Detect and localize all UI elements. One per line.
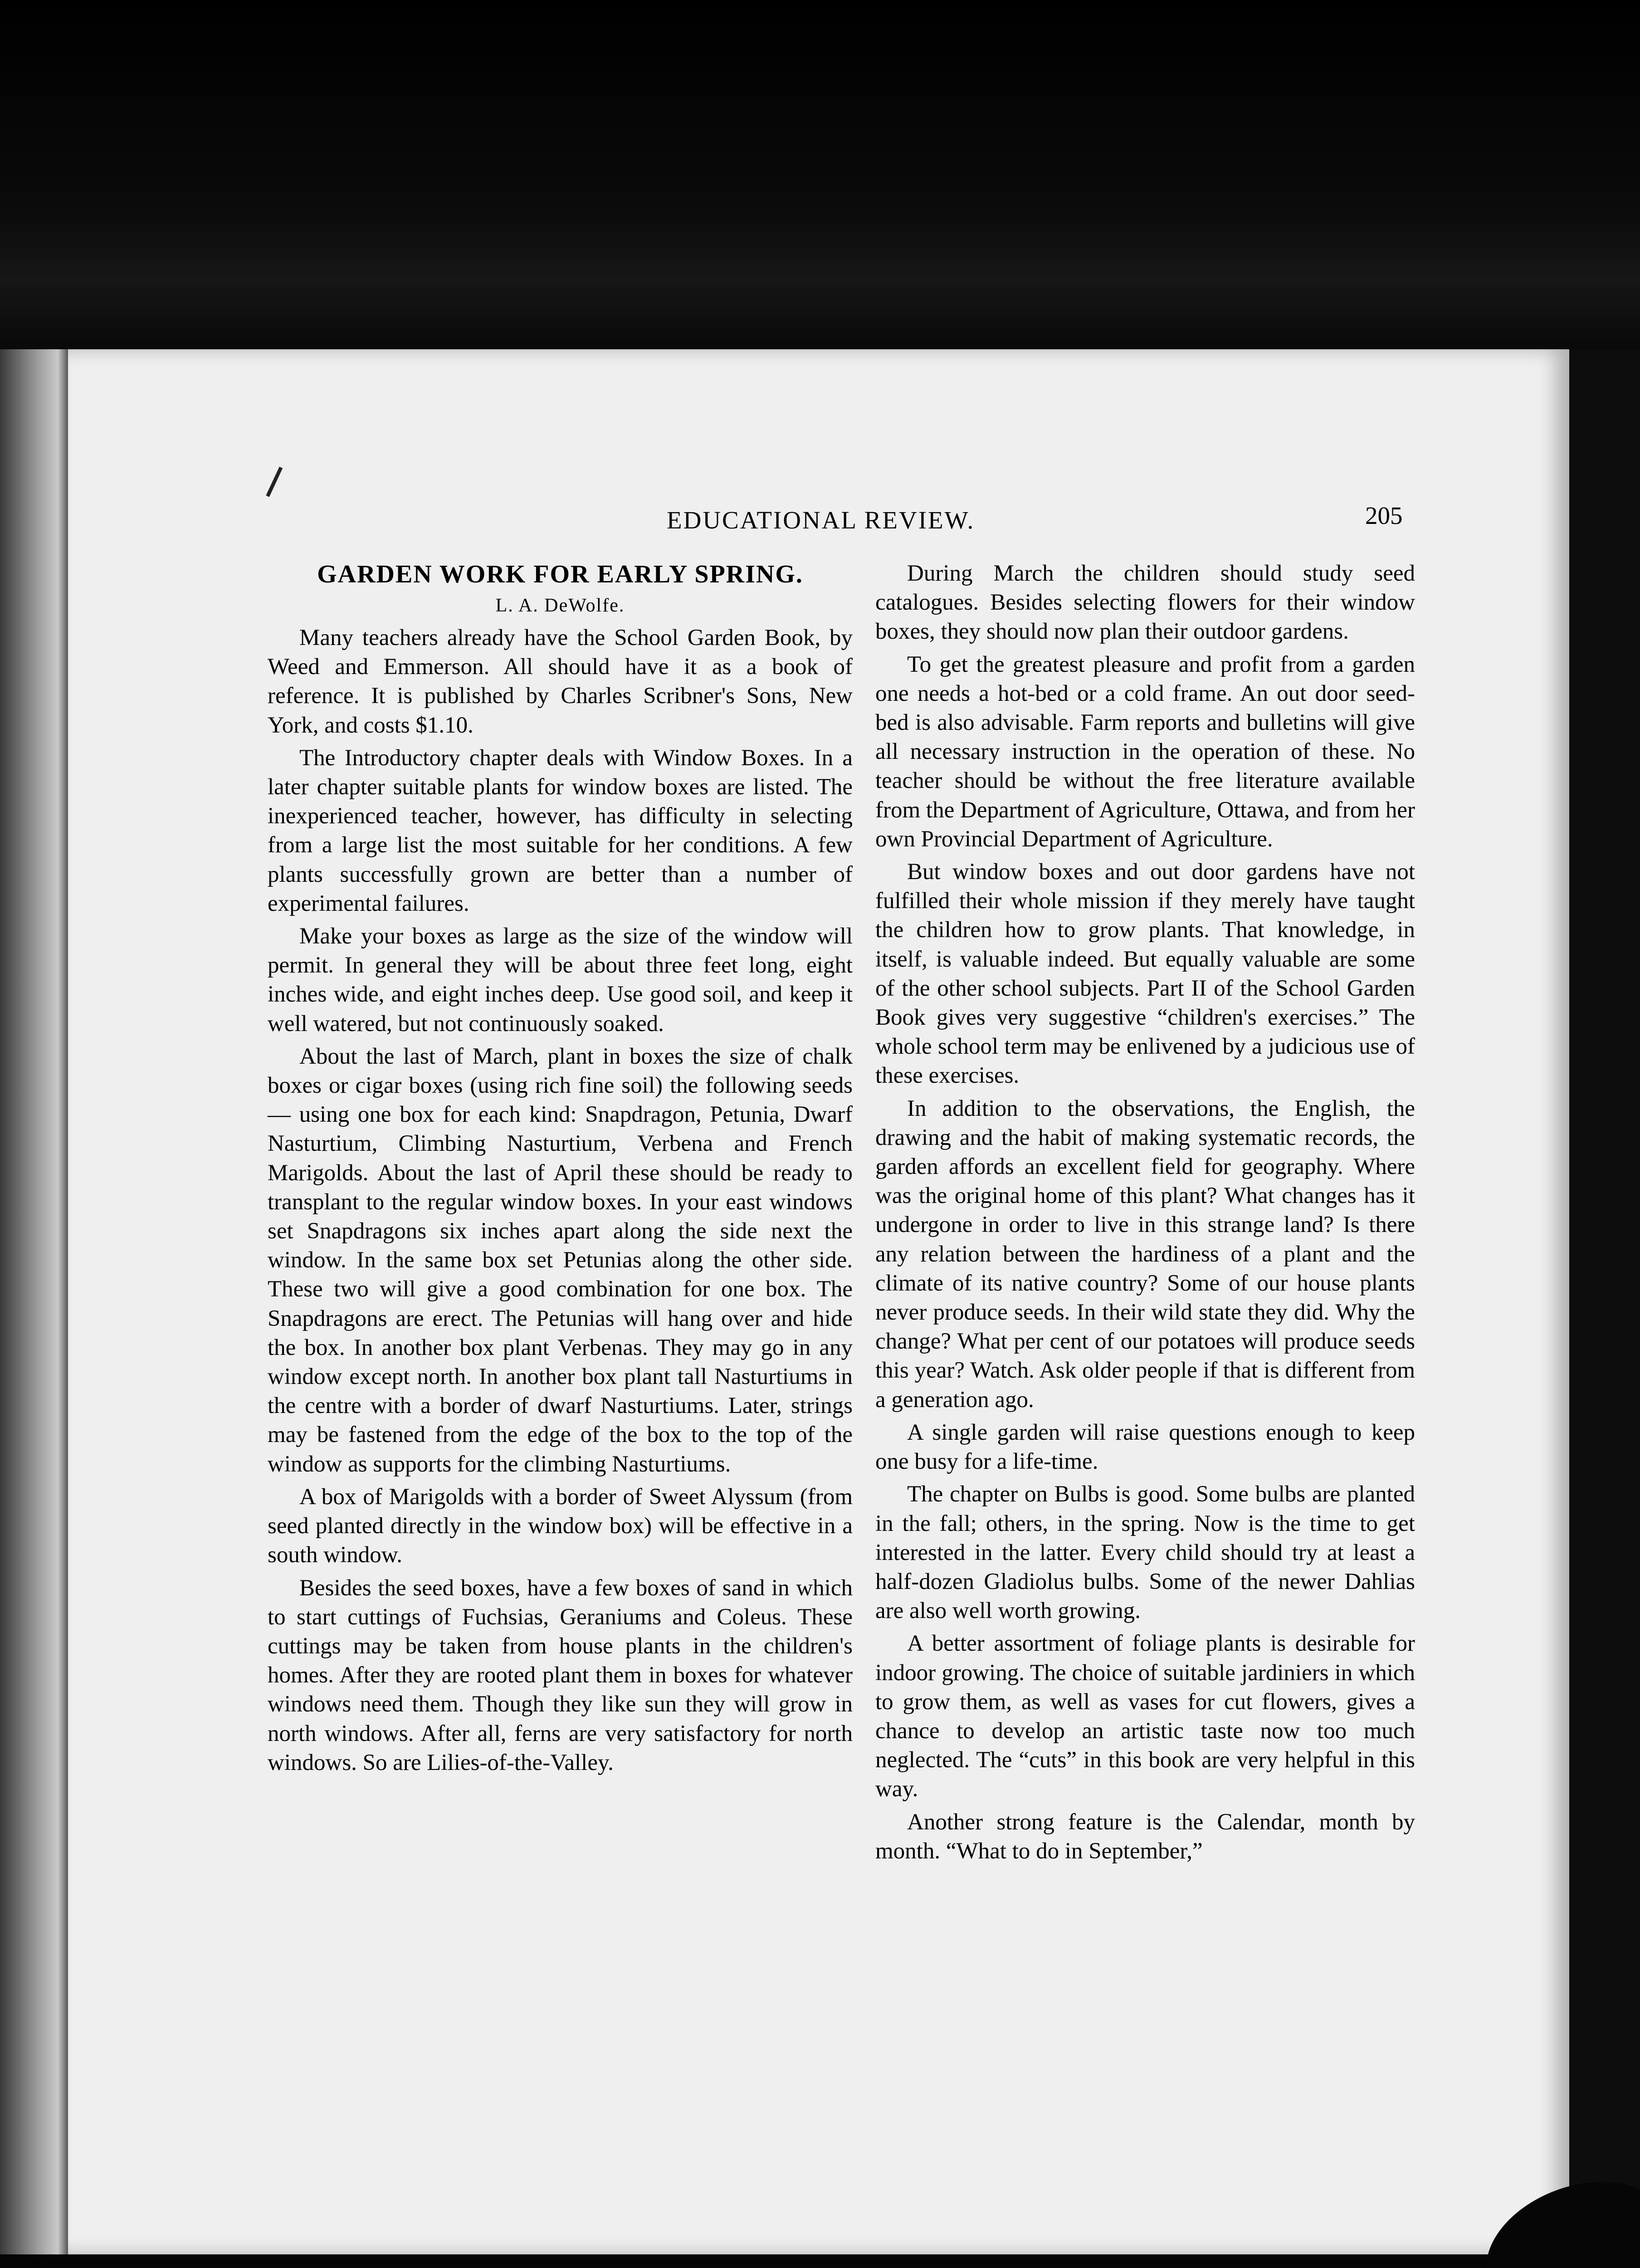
scan-background-top <box>0 0 1640 372</box>
scan-background-right <box>1569 349 1640 2268</box>
left-column <box>268 559 853 1777</box>
page-number: 205 <box>1365 502 1403 529</box>
left-page-edge <box>0 349 68 2268</box>
paragraph: A single garden will raise questions enough to keep one busy for a life-time. <box>875 1419 1415 1475</box>
article-author: L. A. DeWolfe. <box>495 595 625 616</box>
paragraph: Another strong feature is the Calendar, month by month. “What to do in September,” <box>875 1809 1415 1864</box>
paragraph: During March the children should study seed catalogues. Besides selecting flowers for their window boxes, they should now plan their outdoor gardens. <box>875 561 1415 645</box>
article-title: GARDEN WORK FOR EARLY SPRING. <box>317 560 803 588</box>
paragraph: Make your boxes as large as the size of the window will permit. In general they will be about three feet long, eight inches wide, and eight inches deep. Use good soil, and keep it well watered, but not continuously soaked. <box>268 924 853 1036</box>
scan-background-bottom <box>0 2254 1640 2268</box>
right-column <box>875 559 1415 1866</box>
paragraph: But window boxes and out door gardens have not fulfilled their whole mission if they merely have taught the children how to grow plants. That knowledge, in itself, is valuable indeed. But equally valuable are some of the other school subjects. Part II of the School Garden Book gives very suggestive “children's exercises.” The whole school term may be enlivened by a judicious use of these exercises. <box>875 859 1415 1089</box>
running-head: EDUCATIONAL REVIEW. <box>667 506 975 534</box>
paragraph: In addition to the observations, the English, the drawing and the habit of making systematic records, the garden affords an excellent field for geography. Where was the original home of this plant? What changes has it undergone in order to live in this strange land? Is there any relation between the hardiness of a plant and the climate of its native country? Some of our house plants never produce seeds. In their wild state they did. Why the change? What per cent of our potatoes will produce seeds this year? Watch. Ask older people if that is different from a generation ago. <box>875 1095 1415 1413</box>
paragraph: The Introductory chapter deals with Window Boxes. In a later chapter suitable plants for window boxes are listed. The inexperienced teacher, however, has difficulty in selecting from a large list the most suitable for her conditions. A few plants successfully grown are better than a number of experimental failures. <box>268 745 853 916</box>
paragraph: The chapter on Bulbs is good. Some bulbs are planted in the fall; others, in the spring. Now is the time to get interested in the latter. Every child should try at least a half-dozen Gladiolus bulbs. Some of the newer Dahlias are also well worth growing. <box>875 1481 1415 1624</box>
paragraph: Many teachers already have the School Garden Book, by Weed and Emmerson. All should have it as a book of reference. It is published by Charles Scribner's Sons, New York, and costs $1.10. <box>268 625 853 738</box>
paragraph: About the last of March, plant in boxes the size of chalk boxes or cigar boxes (using rich fine soil) the following seeds — using one box for each kind: Snapdragon, Petunia, Dwarf Nasturtium, Climbing Nasturtium, Verbena and French Marigolds. About the last of April these should be ready to transplant to the regular window boxes. In your east windows set Snapdragons six inches apart along the side next the window. In the same box set Petunias along the other side. These two will give a good combination for one box. The Snapdragons are erect. The Petunias will hang over and hide the box. In another box plant Verbenas. They may go in any window except north. In another box plant tall Nasturtiums in the centre with a border of dwarf Nasturtiums. Later, strings may be fastened from the edge of the box to the top of the window as supports for the climbing Nasturtiums. <box>268 1043 853 1477</box>
paragraph: To get the greatest pleasure and profit from a garden one needs a hot-bed or a cold frame. An out door seed-bed is also advisable. Farm reports and bulletins will give all necessary instruction in the operation of these. No teacher should be without the free literature available from the Department of Agriculture, Ottawa, and from her own Provincial Department of Agriculture. <box>875 651 1415 852</box>
paragraph: A box of Marigolds with a border of Sweet Alyssum (from seed planted directly in the window box) will be effective in a south window. <box>268 1484 853 1568</box>
paragraph: A better assortment of foliage plants is desirable for indoor growing. The choice of suitable jardiniers in which to grow them, as well as vases for cut flowers, gives a chance to develop an artistic taste now too much neglected. The “cuts” in this book are very helpful in this way. <box>875 1631 1415 1802</box>
paragraph: Besides the seed boxes, have a few boxes of sand in which to start cuttings of Fuchsias, Geraniums and Coleus. These cuttings may be taken from house plants in the children's homes. After they are rooted plant them in boxes for whatever windows need them. Though they like sun they will grow in north windows. After all, ferns are very satisfactory for north windows. So are Lilies-of-the-Valley. <box>268 1575 853 1775</box>
